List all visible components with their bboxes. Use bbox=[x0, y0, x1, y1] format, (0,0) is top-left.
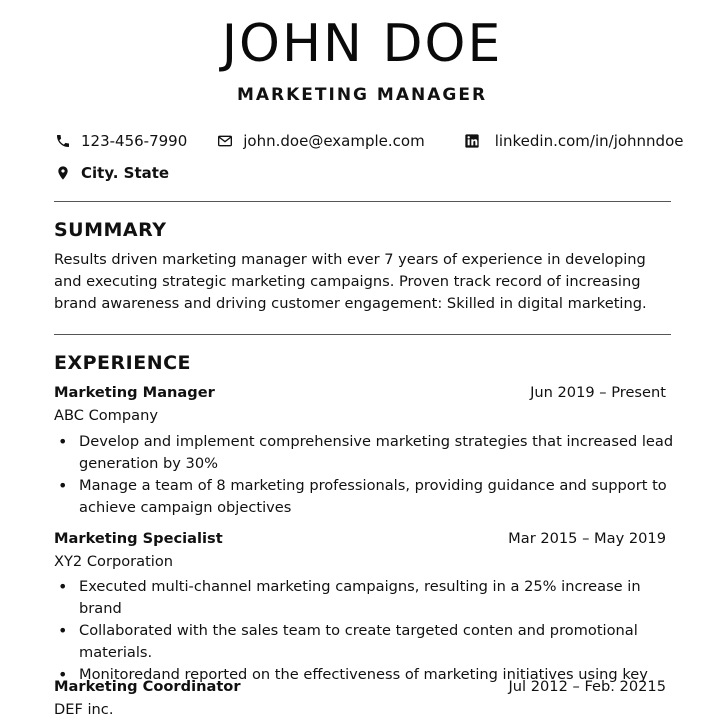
resume-job-title: MARKETING MANAGER bbox=[236, 85, 488, 105]
job-title: Marketing Coordinator bbox=[54, 678, 241, 695]
job-bullet: • Executed multi-channel marketing campaigns, resulting in a 25% increase in brand bbox=[54, 576, 674, 620]
divider-top bbox=[54, 201, 671, 202]
contact-row-primary bbox=[54, 131, 683, 151]
job-dates: Jun 2019 – Present bbox=[530, 384, 666, 401]
job-dates: Jul 2012 – Feb. 20215 bbox=[508, 678, 666, 695]
job-company: ABC Company bbox=[54, 407, 158, 424]
job-bullet: • Manage a team of 8 marketing professionals, providing guidance and support to achieve campaign objectives bbox=[54, 475, 674, 519]
contact-email[interactable] bbox=[216, 131, 424, 151]
contact-location-text: City. State bbox=[81, 164, 170, 182]
job-dates: Mar 2015 – May 2019 bbox=[508, 530, 666, 547]
summary-heading: SUMMARY bbox=[54, 219, 167, 241]
job-bullet: • Develop and implement comprehensive marketing strategies that increased lead generation by 30% bbox=[54, 431, 674, 475]
map-pin-icon bbox=[54, 164, 72, 182]
divider-middle bbox=[54, 334, 671, 335]
contact-phone bbox=[54, 131, 187, 151]
contact-linkedin[interactable] bbox=[463, 131, 684, 151]
linkedin-icon bbox=[463, 132, 481, 150]
job-title: Marketing Manager bbox=[54, 384, 215, 401]
job-company: DEF inc. bbox=[54, 701, 114, 718]
envelope-icon bbox=[216, 132, 234, 150]
job-bullet: • Monitoredand reported on the effectiveness of marketing initiatives using key bbox=[54, 664, 674, 686]
contact-phone-text: 123-456-7990 bbox=[81, 132, 188, 150]
contact-location bbox=[54, 163, 169, 183]
experience-heading: EXPERIENCE bbox=[54, 352, 192, 374]
job-title: Marketing Specialist bbox=[54, 530, 223, 547]
job-company: XY2 Corporation bbox=[54, 553, 174, 570]
phone-icon bbox=[54, 132, 72, 150]
contact-row-secondary bbox=[54, 163, 169, 183]
contact-email-text: john.doe@example.com bbox=[243, 132, 425, 150]
summary-text: Results driven marketing manager with ever 7 years of experience in developing and executing strategic marketing campaigns. Proven track record of increasing brand awareness and driving customer engagement: Skilled in digital marketing. bbox=[54, 251, 647, 312]
resume-name: JOHN DOE bbox=[221, 14, 503, 74]
job-bullets bbox=[54, 576, 674, 686]
job-bullet: • Collaborated with the sales team to create targeted conten and promotional materials. bbox=[54, 620, 674, 664]
contact-linkedin-text: linkedin.com/in/johnndoe bbox=[494, 132, 684, 150]
job-bullets bbox=[54, 431, 674, 519]
